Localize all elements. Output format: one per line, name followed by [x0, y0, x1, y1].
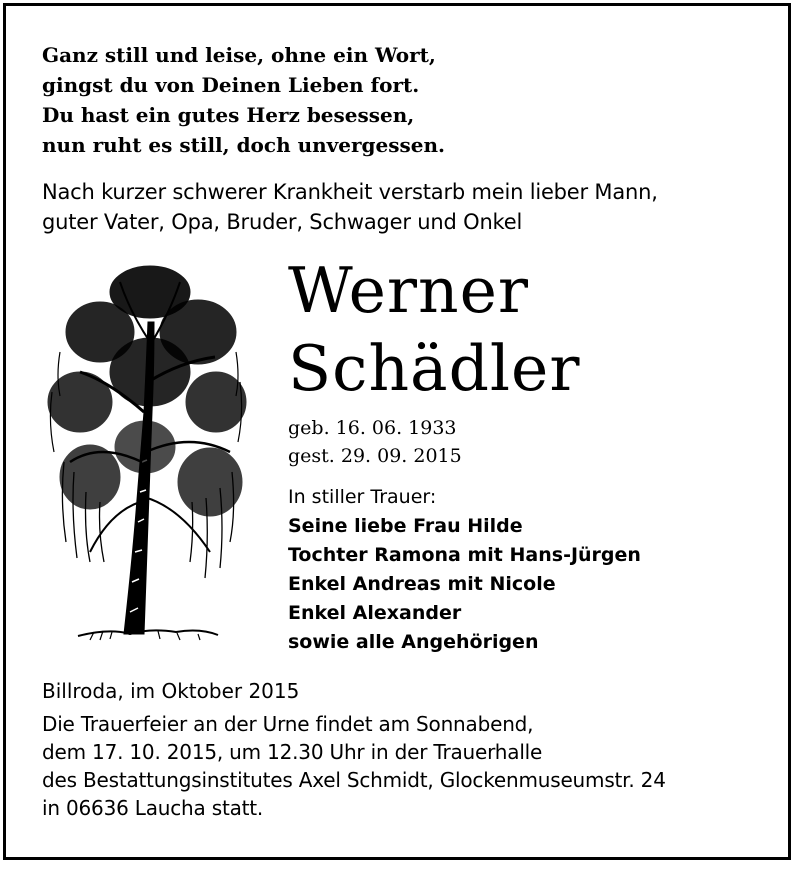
last-name: Schädler [288, 332, 581, 405]
birch-tree-icon [40, 262, 252, 648]
first-name: Werner [288, 254, 529, 327]
intro-text [42, 177, 658, 237]
mourner-name: Enkel Andreas mit Nicole [288, 573, 556, 595]
funeral-service-info [42, 710, 666, 822]
death-date: gest. 29. 09. 2015 [288, 445, 462, 467]
mourner-name: Enkel Alexander [288, 602, 462, 624]
poem-line: nun ruht es still, doch unvergessen. [42, 133, 445, 157]
mourner-name: Tochter Ramona mit Hans-Jürgen [288, 544, 641, 566]
service-line: in 06636 Laucha statt. [42, 796, 264, 820]
intro-line: Nach kurzer schwerer Krankheit verstarb mein lieber Mann, [42, 180, 658, 204]
life-dates [288, 414, 462, 470]
mourners-label: In stiller Trauer: [288, 486, 437, 508]
service-line: dem 17. 10. 2015, um 12.30 Uhr in der Trauerhalle [42, 740, 543, 764]
service-line: Die Trauerfeier an der Urne findet am Sonnabend, [42, 712, 534, 736]
poem-line: Du hast ein gutes Herz besessen, [42, 103, 415, 127]
mourners-block [288, 483, 641, 657]
poem-line: Ganz still und leise, ohne ein Wort, [42, 43, 436, 67]
birth-date: geb. 16. 06. 1933 [288, 417, 457, 439]
mourner-name: sowie alle Angehörigen [288, 631, 539, 653]
poem [42, 40, 445, 160]
intro-line: guter Vater, Opa, Bruder, Schwager und Onkel [42, 210, 523, 234]
deceased-name [288, 252, 580, 408]
poem-line: gingst du von Deinen Lieben fort. [42, 73, 420, 97]
place-date: Billroda, im Oktober 2015 [42, 679, 300, 703]
service-line: des Bestattungsinstitutes Axel Schmidt, Glockenmuseumstr. 24 [42, 768, 666, 792]
mourner-name: Seine liebe Frau Hilde [288, 515, 523, 537]
